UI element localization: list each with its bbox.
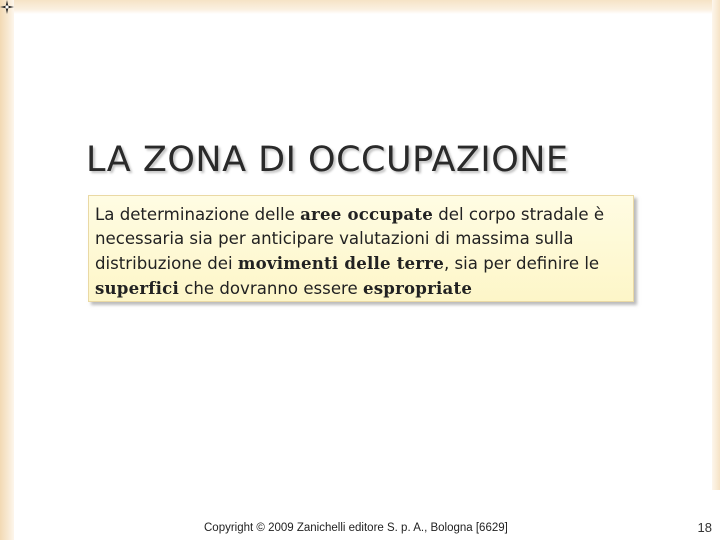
highlight-superfici: superfici <box>95 278 179 298</box>
right-border-decoration <box>712 0 720 490</box>
text-box <box>88 195 634 302</box>
body-text: La determinazione delle <box>95 205 301 224</box>
slide-title: LA ZONA DI OCCUPAZIONE <box>86 140 569 180</box>
highlight-aree-occupate: aree occupate <box>300 204 433 224</box>
body-text: che dovranno essere <box>178 279 363 298</box>
copyright-footer: Copyright © 2009 Zanichelli editore S. p. A., Bologna [6629] <box>204 522 508 534</box>
top-border-decoration <box>14 0 714 14</box>
page-number: 18 <box>697 520 712 535</box>
body-text: del corpo stradale è necessaria sia per anticipare valutazioni di massima sulla distribuzione dei <box>95 205 605 273</box>
highlight-movimenti-terre: movimenti delle terre <box>237 253 444 273</box>
left-border-decoration <box>0 0 14 540</box>
highlight-espropriate: espropriate <box>362 278 473 298</box>
body-text: , sia per definire le <box>443 254 600 273</box>
star-icon <box>0 0 14 14</box>
